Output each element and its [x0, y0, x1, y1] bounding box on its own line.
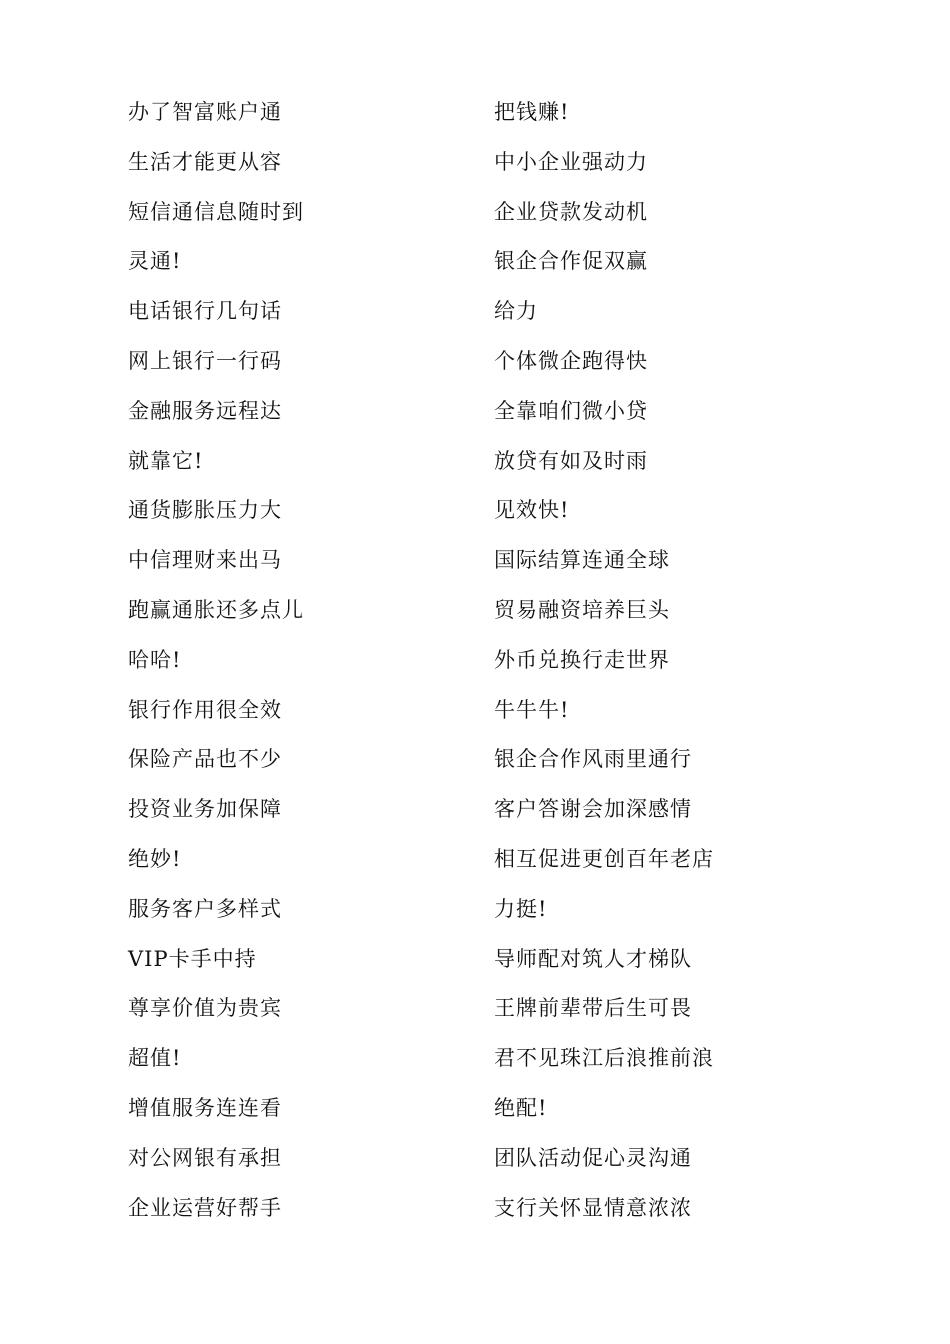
- verse-line: 电话银行几句话: [128, 299, 282, 324]
- verse-line: 国际结算连通全球: [494, 548, 670, 573]
- verse-line: 导师配对筑人才梯队: [494, 946, 692, 971]
- verse-line: 放贷有如及时雨: [494, 448, 648, 473]
- verse-line: 生活才能更从容: [128, 149, 282, 174]
- verse-line: 超值!: [128, 1046, 182, 1071]
- verse-line: 君不见珠江后浪推前浪: [494, 1046, 714, 1071]
- verse-line: VIP卡手中持: [128, 946, 257, 971]
- verse-line: 力挺!: [494, 896, 548, 921]
- verse-line: 外币兑换行走世界: [494, 647, 670, 672]
- verse-line: 团队活动促心灵沟通: [494, 1145, 692, 1170]
- verse-line: 就靠它!: [128, 448, 204, 473]
- verse-line: 对公网银有承担: [128, 1145, 282, 1170]
- verse-line: 王牌前辈带后生可畏: [494, 996, 692, 1021]
- verse-line: 绝配!: [494, 1095, 548, 1120]
- verse-line: 尊享价值为贵宾: [128, 996, 282, 1021]
- verse-line: 中小企业强动力: [494, 149, 648, 174]
- verse-line: 支行关怀显情意浓浓: [494, 1195, 692, 1220]
- verse-line: 把钱赚!: [494, 100, 570, 124]
- verse-line: 银企合作促双赢: [494, 249, 648, 274]
- left-verse-column: [128, 88, 458, 1233]
- verse-line: 跑赢通胀还多点儿: [128, 597, 304, 622]
- verse-line: 银行作用很全效: [128, 697, 282, 722]
- verse-line: 个体微企跑得快: [494, 348, 648, 373]
- verse-line: 通货膨胀压力大: [128, 498, 282, 523]
- verse-line: 增值服务连连看: [128, 1095, 282, 1120]
- verse-line: 给力: [494, 299, 538, 324]
- verse-line: 哈哈!: [128, 647, 182, 672]
- verse-line: 投资业务加保障: [128, 797, 282, 822]
- verse-line: 相互促进更创百年老店: [494, 846, 714, 871]
- verse-line: 牛牛牛!: [494, 697, 570, 722]
- verse-line: 客户答谢会加深感情: [494, 797, 692, 822]
- verse-line: 中信理财来出马: [128, 548, 282, 573]
- verse-line: 见效快!: [494, 498, 570, 523]
- verse-line: 全靠咱们微小贷: [494, 398, 648, 423]
- verse-line: 网上银行一行码: [128, 348, 282, 373]
- verse-line: 办了智富账户通: [128, 100, 282, 124]
- verse-line: 短信通信息随时到: [128, 199, 304, 224]
- verse-line: 金融服务远程达: [128, 398, 282, 423]
- verse-line: 企业贷款发动机: [494, 199, 648, 224]
- verse-line: 绝妙!: [128, 846, 182, 871]
- right-verse-column: [494, 88, 824, 1233]
- verse-line: 企业运营好帮手: [128, 1195, 282, 1220]
- verse-line: 贸易融资培养巨头: [494, 597, 670, 622]
- verse-line: 银企合作风雨里通行: [494, 747, 692, 772]
- verse-line: 服务客户多样式: [128, 896, 282, 921]
- verse-line: 保险产品也不少: [128, 747, 282, 772]
- verse-line: 灵通!: [128, 249, 182, 274]
